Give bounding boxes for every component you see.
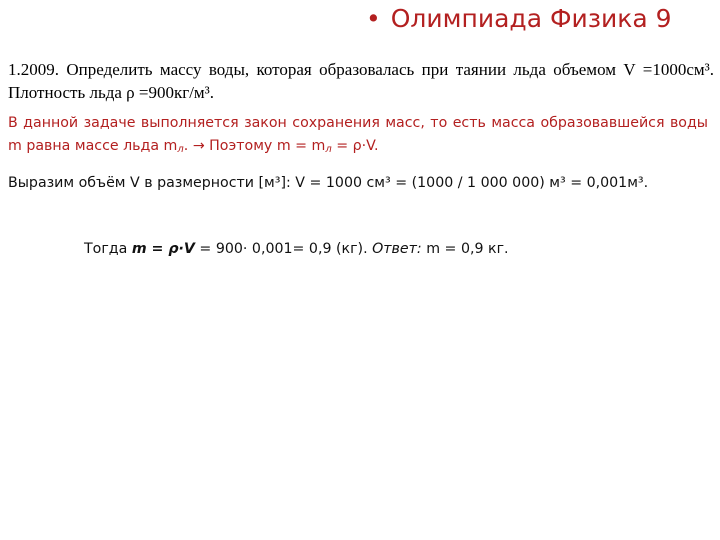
answer-calc: = 900· 0,001= 0,9 (кг).: [194, 241, 373, 257]
answer-label: Ответ:: [372, 241, 422, 257]
answer-line: [84, 238, 704, 261]
unit-conversion: Выразим объём V в размерности [м³]: V = 1000 см³ = (1000 / 1 000 000) м³ = 0,001м³.: [8, 175, 649, 191]
explanation-paragraph: [8, 112, 708, 161]
explanation-arrow-text: . → Поэтому m = m: [183, 138, 326, 154]
answer-prefix: Тогда: [84, 241, 132, 257]
subscript-ice: л: [177, 143, 184, 155]
problem-statement: 1.2009. Определить массу воды, которая образовалась при таянии льда объемом V =1000см³. Плотность льда ρ =900кг/м³.: [8, 60, 714, 102]
answer-formula: m = ρ·V: [131, 241, 195, 257]
answer-result: m = 0,9 кг.: [421, 241, 509, 257]
title-bullet: •: [366, 4, 381, 33]
slide-title: [366, 4, 716, 33]
title-text: Олимпиада Физика 9: [390, 4, 672, 33]
explanation-end: = ρ·V.: [331, 138, 379, 154]
subscript-ice-2: л: [325, 143, 332, 155]
explanation-text: В данной задаче выполняется закон сохранения масс, то есть масса образовавшейся воды m равна массе льда m: [8, 115, 708, 154]
